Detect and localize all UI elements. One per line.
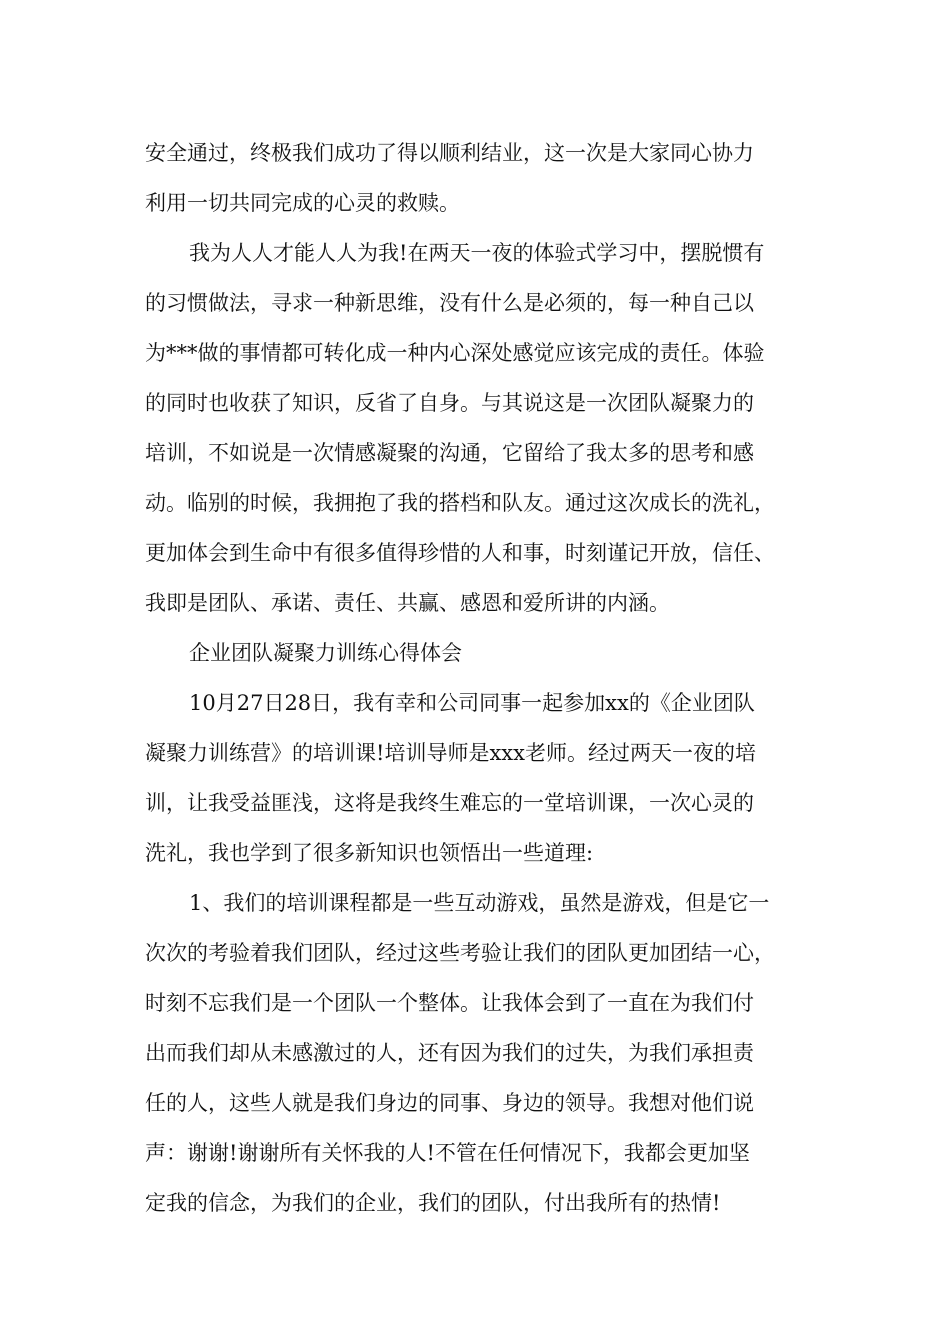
paragraph-start-line: 1、我们的培训课程都是一些互动游戏，虽然是游戏，但是它一 [189,891,770,915]
text-line: 培训，不如说是一次情感凝聚的沟通，它留给了我太多的思考和感 [145,441,754,465]
text-line: 洗礼，我也学到了很多新知识也领悟出一些道理: [145,841,594,865]
text-line: 出而我们却从未感激过的人，还有因为我们的过失，为我们承担责 [145,1041,754,1065]
section-heading: 企业团队凝聚力训练心得体会 [189,641,462,665]
document-body [145,128,815,1228]
text-line: 任的人，这些人就是我们身边的同事、身边的领导。我想对他们说 [145,1091,754,1115]
text-line: 定我的信念，为我们的企业，我们的团队，付出我所有的热情! [145,1191,721,1215]
text-line: 动。临别的时候，我拥抱了我的搭档和队友。通过这次成长的洗礼， [145,491,775,515]
text-line: 的习惯做法，寻求一种新思维，没有什么是必须的，每一种自己以 [145,291,754,315]
text-line: 我即是团队、承诺、责任、共赢、感恩和爱所讲的内涵。 [145,591,670,615]
text-line: 次次的考验着我们团队，经过这些考验让我们的团队更加团结一心， [145,941,775,965]
text-line: 安全通过，终极我们成功了得以顺利结业，这一次是大家同心协力 [145,141,754,165]
text-line: 更加体会到生命中有很多值得珍惜的人和事，时刻谨记开放，信任、 [145,541,775,565]
text-line: 训，让我受益匪浅，这将是我终生难忘的一堂培训课，一次心灵的 [145,791,754,815]
text-line: 为***做的事情都可转化成一种内心深处感觉应该完成的责任。体验 [145,341,765,365]
text-line: 利用一切共同完成的心灵的救赎。 [145,191,460,215]
paragraph-start-line: 10月27日28日，我有幸和公司同事一起参加xx的《企业团队 [189,691,755,715]
text-line: 的同时也收获了知识，反省了自身。与其说这是一次团队凝聚力的 [145,391,754,415]
text-line: 时刻不忘我们是一个团队一个整体。让我体会到了一直在为我们付 [145,991,754,1015]
text-line: 凝聚力训练营》的培训课!培训导师是xxx老师。经过两天一夜的培 [145,741,756,765]
text-line: 声：谢谢!谢谢所有关怀我的人!不管在任何情况下，我都会更加坚 [145,1141,750,1165]
paragraph-start-line: 我为人人才能人人为我!在两天一夜的体验式学习中，摆脱惯有 [189,241,765,265]
